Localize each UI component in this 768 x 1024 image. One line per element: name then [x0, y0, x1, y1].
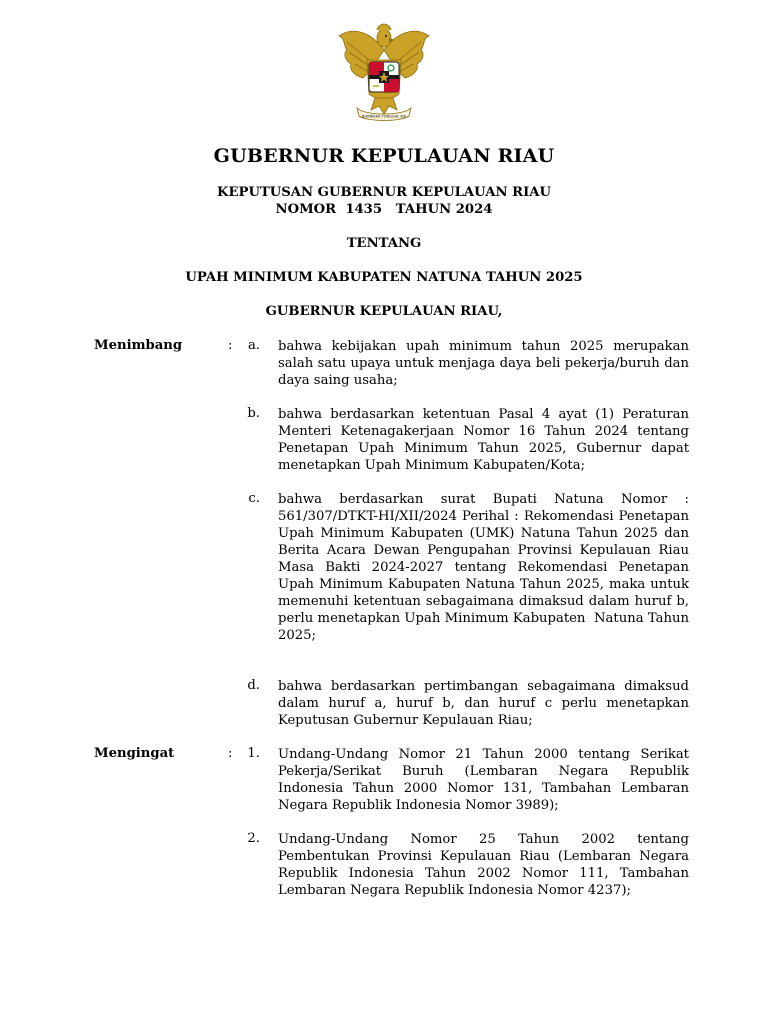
tentang-heading: TENTANG [346, 236, 422, 251]
menimbang-item-a: bahwa kebijakan upah minimum tahun 2025 merupakan salah satu upaya untuk menjaga daya beli pekerja/buruh dan daya saing usaha; [278, 339, 689, 388]
menimbang-label: Menimbang [94, 338, 183, 353]
menimbang-marker-b: b. [247, 406, 260, 421]
garuda-emblem [335, 20, 433, 124]
document-title: GUBERNUR KEPULAUAN RIAU [213, 145, 555, 167]
emblem-motto: BHINNEKA TUNGGAL IKA [361, 114, 407, 119]
menimbang-marker-a: a. [247, 338, 260, 353]
mengingat-item-1: Undang-Undang Nomor 21 Tahun 2000 tentang Serikat Pekerja/Serikat Buruh (Lembaran Negara Republik Indonesia Tahun 2000 Nomor 131, Tambahan Lembaran Negara Republik Indonesia Nomor 3989); [278, 747, 689, 813]
menimbang-marker-c: c. [248, 491, 260, 506]
mengingat-marker-2: 2. [247, 831, 260, 846]
menimbang-item-b: bahwa berdasarkan ketentuan Pasal 4 ayat (1) Peraturan Menteri Ketenagakerjaan Nomor 16 Tahun 2024 tentang Penetapan Upah Minimum Tahun 2025, Gubernur dapat menetapkan Upah Minimum Kabupaten/Kota; [278, 407, 689, 473]
menimbang-marker-d: d. [247, 678, 260, 693]
mengingat-item-2: Undang-Undang Nomor 25 Tahun 2002 tentang Pembentukan Provinsi Kepulauan Riau (Lembaran Negara Republik Indonesia Tahun 2002 Nomor 111, Tambahan Lembaran Negara Republik Indonesia Nomor 4237); [278, 832, 689, 898]
decree-number: NOMOR 1435 TAHUN 2024 [275, 202, 493, 217]
menimbang-item-c: bahwa berdasarkan surat Bupati Natuna Nomor : 561/307/DTKT-HI/XII/2024 Perihal : Rekomendasi Penetapan Upah Minimum Kabupaten (UMK) Natuna Tahun 2025 dan Berita Acara Dewan Pengupahan Provinsi Kepulauan Riau Masa Bakti 2024-2027 tentang Rekomendasi Penetapan Upah Minimum Kabupaten Natuna Tahun 2025, maka untuk memenuhi ketentuan sebagaimana dimaksud dalam huruf b, perlu menetapkan Upah Minimum Kabupaten Natuna Tahun 2025; [278, 492, 694, 643]
decree-subject: UPAH MINIMUM KABUPATEN NATUNA TAHUN 2025 [185, 270, 583, 285]
mengingat-marker-1: 1. [247, 746, 260, 761]
mengingat-label: Mengingat [94, 746, 175, 761]
decree-title: KEPUTUSAN GUBERNUR KEPULAUAN RIAU [217, 185, 551, 200]
menimbang-item-d: bahwa berdasarkan pertimbangan sebagaimana dimaksud dalam huruf a, huruf b, dan huruf c perlu menetapkan Keputusan Gubernur Kepulauan Riau; [278, 679, 689, 728]
mengingat-colon: : [228, 746, 233, 761]
menimbang-colon: : [228, 338, 233, 353]
issuing-authority: GUBERNUR KEPULAUAN RIAU, [265, 304, 503, 319]
